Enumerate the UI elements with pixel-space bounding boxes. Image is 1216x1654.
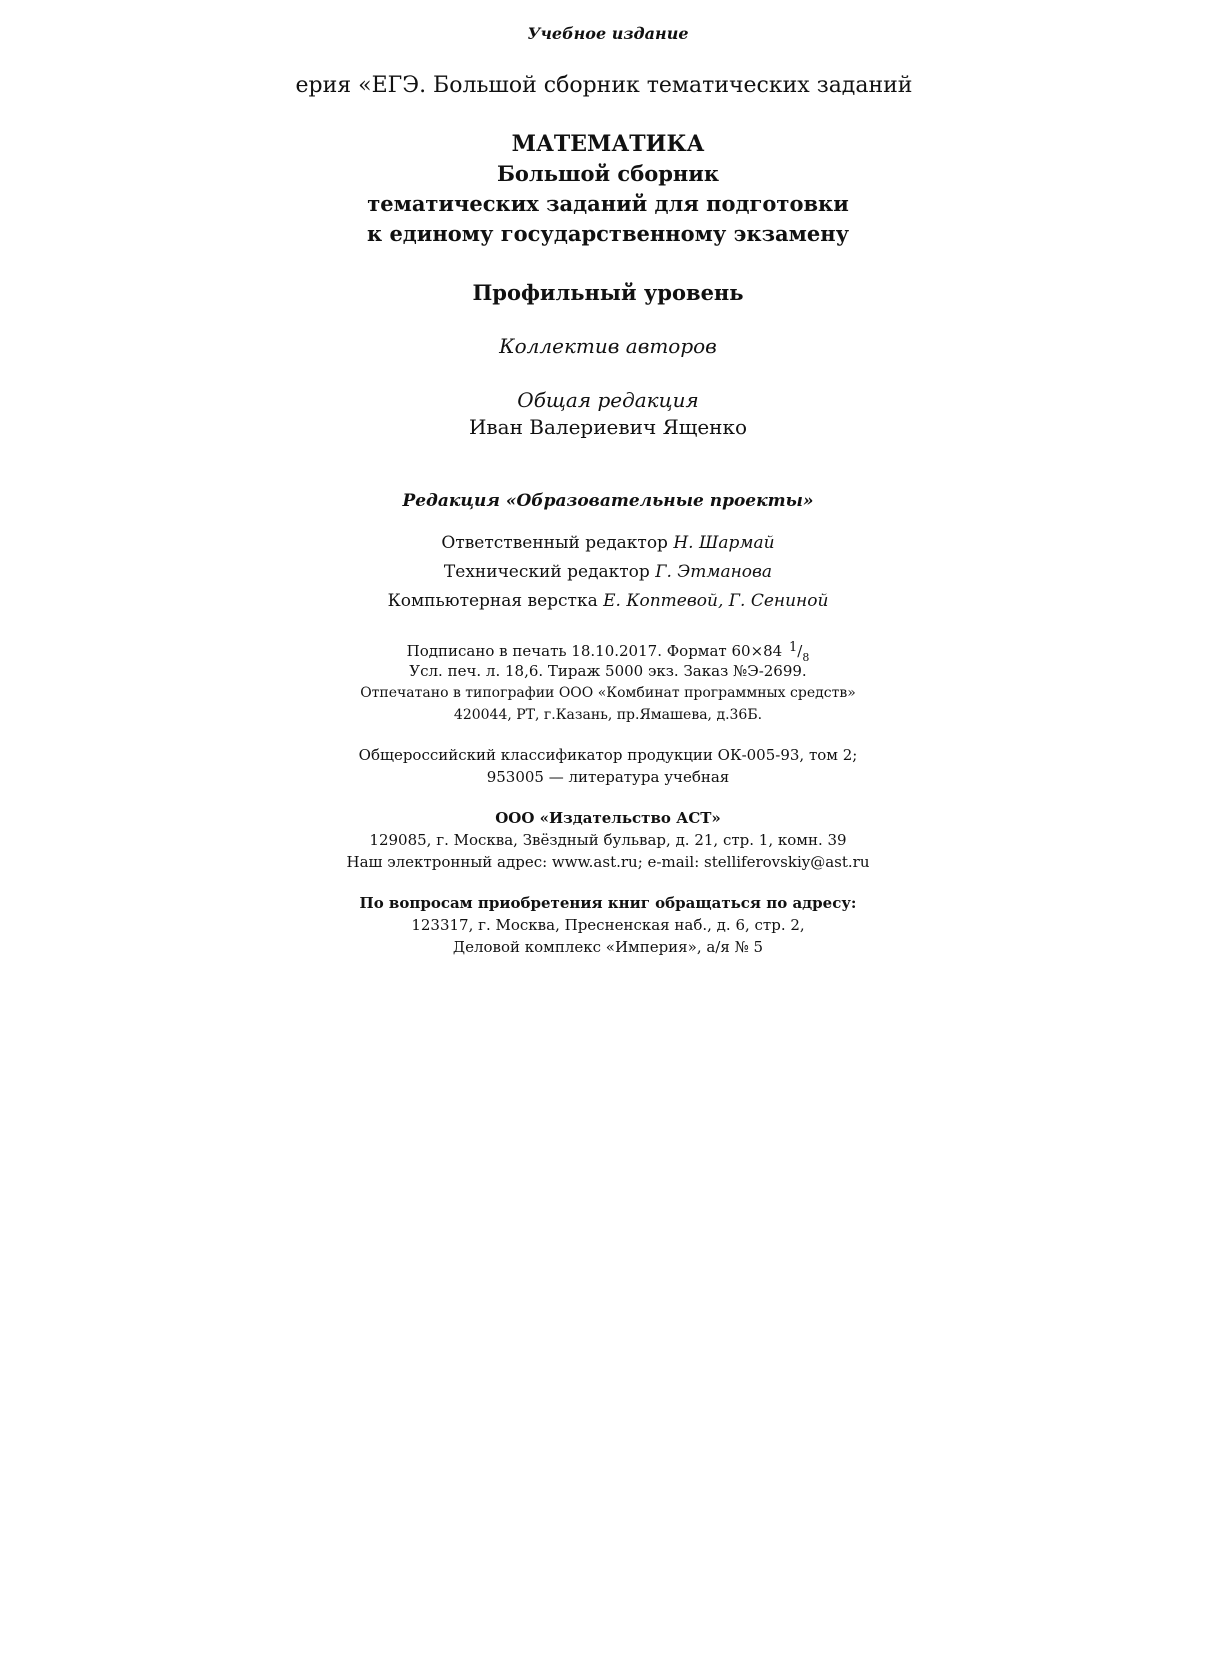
sales-heading: По вопросам приобретения книг обращаться по адресу:	[359, 894, 857, 912]
publisher-contacts: Наш электронный адрес: www.ast.ru; e-mail: stelliferovskiy@ast.ru	[346, 853, 870, 871]
responsible-editor	[0, 535, 1216, 552]
authors: Коллектив авторов	[499, 334, 717, 358]
general-editor-name: Иван Валериевич Ященко	[468, 415, 748, 439]
printing-house-address: 420044, РТ, г.Казань, пр.Ямашева, д.36Б.	[453, 707, 763, 723]
publisher-address: 129085, г. Москва, Звёздный бульвар, д. 21, стр. 1, комн. 39	[369, 831, 847, 849]
printing-house: Отпечатано в типографии ООО «Комбинат программных средств»	[360, 685, 856, 701]
layout-role: Компьютерная верстка	[387, 591, 598, 611]
edition-type: Учебное издание	[527, 24, 689, 43]
classifier-line1: Общероссийский классификатор продукции ОК-005-93, том 2;	[358, 746, 858, 764]
layout-names: Е. Коптевой, Г. Сениной	[603, 591, 829, 611]
editorial-office: Редакция «Образовательные проекты»	[402, 491, 814, 511]
book-subtitle-line1: Большой сборник	[496, 161, 720, 186]
format-denominator: 8	[802, 651, 810, 664]
print-signed-text: Подписано в печать 18.10.2017. Формат 60×84	[406, 642, 783, 660]
sales-business-center: Деловой комплекс «Империя», а/я № 5	[452, 938, 764, 956]
series-title: ерия «ЕГЭ. Большой сборник тематических заданий	[295, 73, 913, 98]
print-run-info: Усл. печ. л. 18,6. Тираж 5000 экз. Заказ №Э-2699.	[409, 662, 807, 680]
classifier-line2: 953005 — литература учебная	[486, 768, 730, 786]
technical-editor-name: Г. Этманова	[655, 562, 773, 582]
general-editing-label: Общая редакция	[517, 388, 699, 412]
print-signed-line: Подписано в печать 18.10.2017. Формат 60×84 $1/_8$	[406, 640, 810, 664]
exam-level: Профильный уровень	[472, 280, 744, 305]
technical-editor	[0, 564, 1216, 581]
sales-address: 123317, г. Москва, Пресненская наб., д. 6, стр. 2,	[411, 916, 805, 934]
book-subtitle-line3: к единому государственному экзамену	[366, 221, 850, 246]
publisher-name: ООО «Издательство АСТ»	[495, 809, 721, 827]
layout-credit	[0, 593, 1216, 610]
book-title: МАТЕМАТИКА	[511, 131, 705, 157]
responsible-editor-role: Ответственный редактор	[441, 533, 668, 553]
book-subtitle-line2: тематических заданий для подготовки	[367, 191, 849, 216]
format-numerator: 1	[789, 640, 798, 655]
responsible-editor-name: Н. Шармай	[673, 533, 775, 553]
technical-editor-role: Технический редактор	[443, 562, 650, 582]
